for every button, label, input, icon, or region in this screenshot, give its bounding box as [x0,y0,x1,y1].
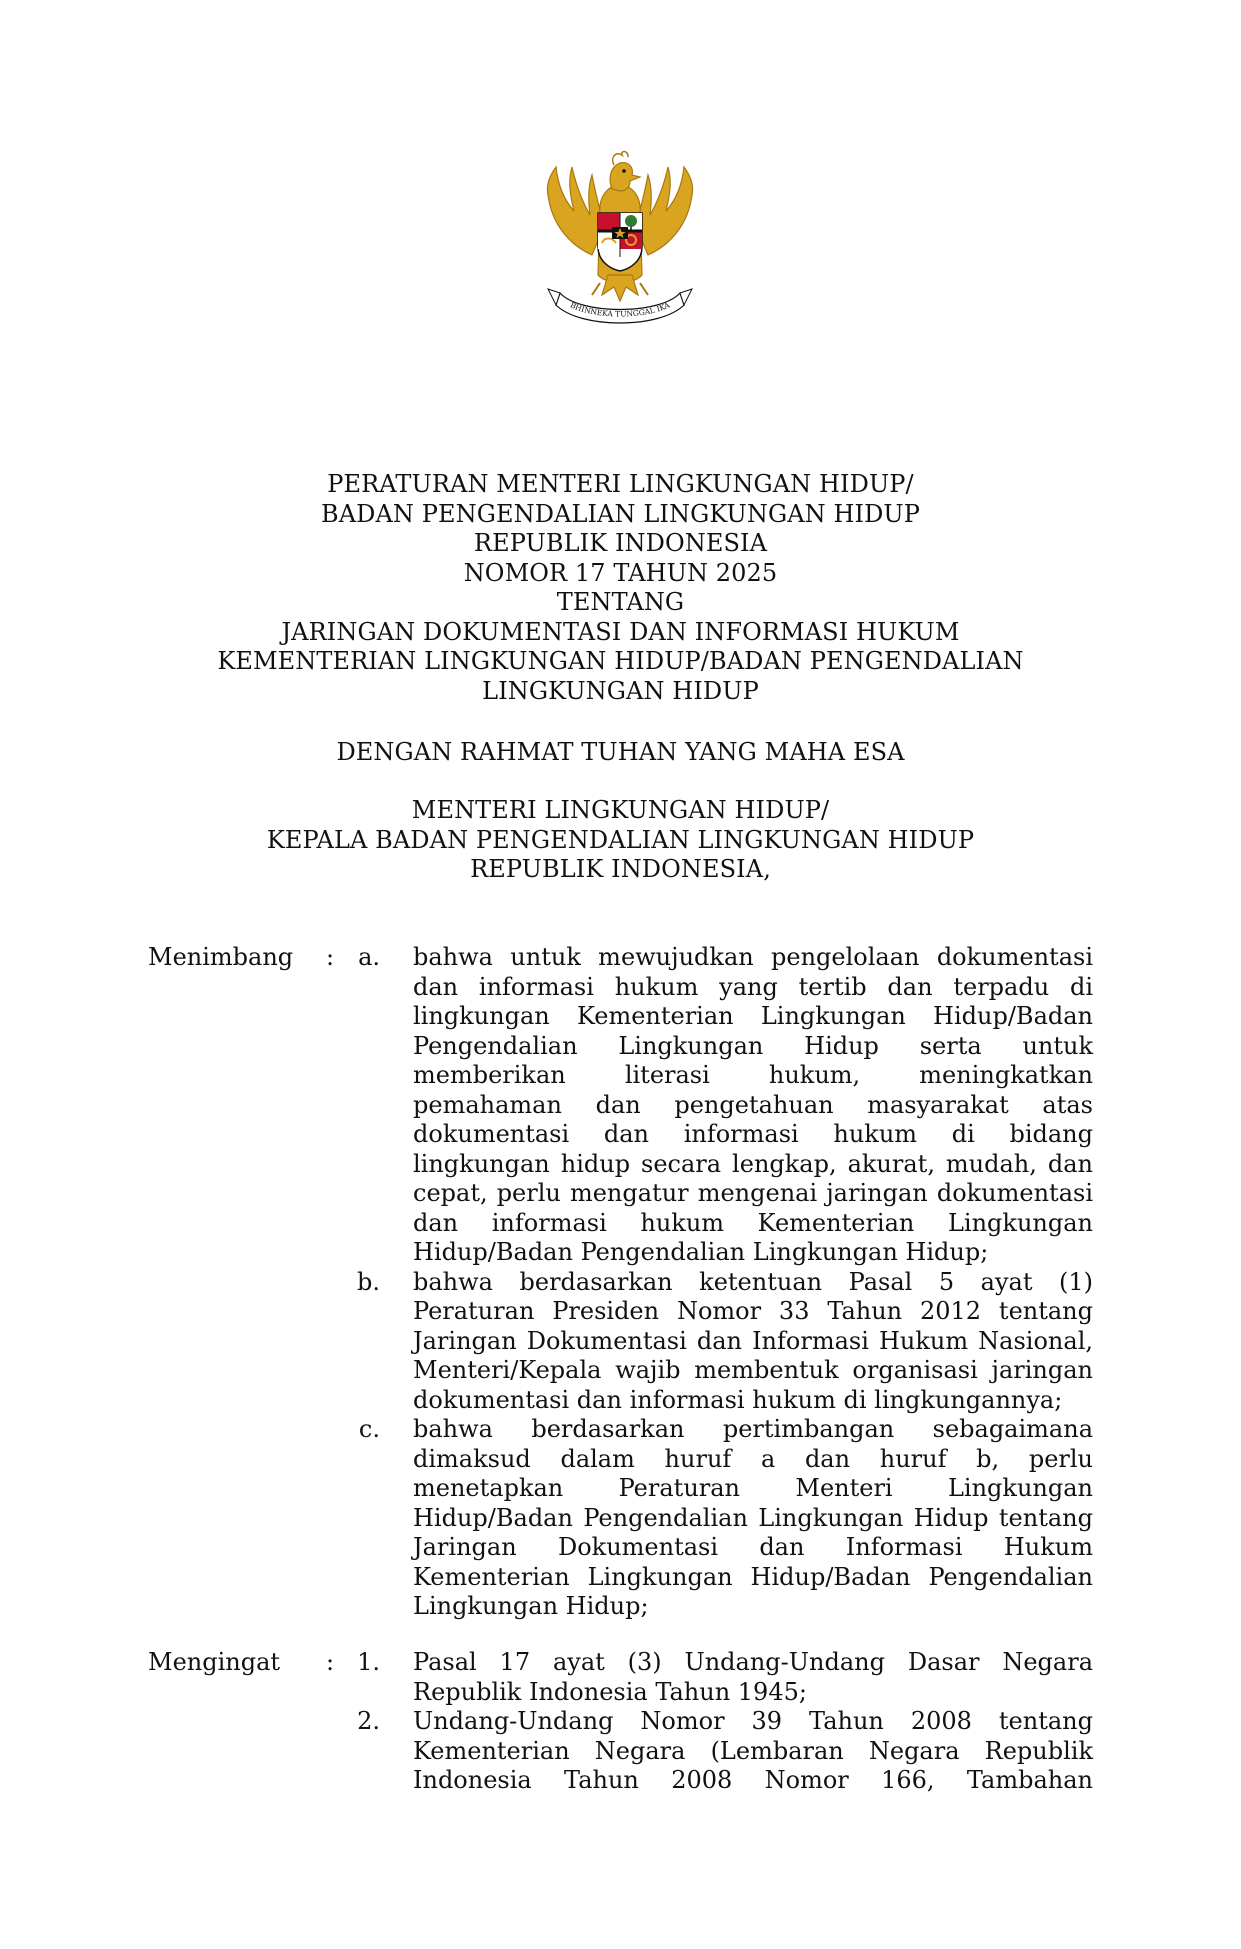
text-line: Undang-Undang Nomor 39 Tahun 2008 tentang [413,1707,1093,1735]
text-line: Pasal 17 ayat (3) Undang-Undang Dasar Negara [413,1648,1093,1676]
garuda-pancasila-emblem [530,145,710,335]
text-line: bahwa untuk mewujudkan pengelolaan dokumentasi [413,943,1093,971]
section-label: Mengingat [148,1648,281,1676]
ribbon-text: BHINNEKA TUNGGAL IKA [568,300,672,319]
invocation-line: DENGAN RAHMAT TUHAN YANG MAHA ESA [336,738,905,766]
title-line: KEMENTERIAN LINGKUNGAN HIDUP/BADAN PENGENDALIAN [217,647,1024,675]
authority-line: MENTERI LINGKUNGAN HIDUP/ [411,796,830,824]
text-line: dan informasi hukum yang tertib dan terpadu di [413,972,1093,1001]
text-line: Indonesia Tahun 2008 Nomor 166, Tambahan [413,1766,1093,1794]
section-colon: : [326,943,335,971]
text-line: pemahaman dan pengetahuan masyarakat atas [413,1090,1093,1119]
title-line: NOMOR 17 TAHUN 2025 [463,558,778,587]
item-marker: b. [357,1267,380,1296]
text-line: Jaringan Dokumentasi dan Informasi Hukum Nasional, [413,1326,1093,1355]
section-colon: : [326,1648,335,1676]
text-line: memberikan literasi hukum, meningkatkan [413,1061,1093,1089]
text-line: cepat, perlu mengatur mengenai jaringan dokumentasi [413,1179,1093,1207]
section-label: Menimbang [148,943,294,971]
authority [0,796,1241,885]
title-line: BADAN PENGENDALIAN LINGKUNGAN HIDUP [320,499,921,528]
text-line: menetapkan Peraturan Menteri Lingkungan [413,1474,1093,1502]
item-marker: a. [358,943,380,971]
text-line: Menteri/Kepala wajib membentuk organisasi jaringan [413,1356,1093,1384]
invocation [0,738,1241,768]
text-line: Hidup/Badan Pengendalian Lingkungan Hidup tentang [413,1503,1093,1532]
text-line: dan informasi hukum Kementerian Lingkungan [413,1208,1093,1237]
item-text [413,1707,1093,1796]
title-line: TENTANG [556,588,685,616]
text-line: Kementerian Lingkungan Hidup/Badan Pengendalian [413,1562,1093,1591]
item-text [413,943,1093,1268]
item-marker: 2. [357,1707,380,1735]
text-line: lingkungan Kementerian Lingkungan Hidup/Badan [413,1002,1093,1030]
authority-line: REPUBLIK INDONESIA, [470,855,771,883]
text-line: dimaksud dalam huruf a dan huruf b, perlu [413,1444,1093,1473]
item-marker: c. [358,1415,380,1443]
item-text [413,1415,1093,1622]
text-line: Peraturan Presiden Nomor 33 Tahun 2012 tentang [413,1297,1093,1325]
text-line: Kementerian Negara (Lembaran Negara Republik [413,1736,1093,1765]
regulation-title [0,470,1241,706]
text-line: dokumentasi dan informasi hukum di lingkungannya; [413,1385,1063,1414]
authority-line: KEPALA BADAN PENGENDALIAN LINGKUNGAN HIDUP [266,825,975,854]
text-line: lingkungan hidup secara lengkap, akurat, mudah, dan [413,1149,1093,1178]
text-line: Lingkungan Hidup; [413,1592,649,1620]
text-line: bahwa berdasarkan ketentuan Pasal 5 ayat (1) [413,1267,1093,1296]
title-line: PERATURAN MENTERI LINGKUNGAN HIDUP/ [327,470,914,498]
text-line: bahwa berdasarkan pertimbangan sebagaimana [413,1415,1093,1443]
title-line: LINGKUNGAN HIDUP [482,676,759,705]
text-line: Hidup/Badan Pengendalian Lingkungan Hidup; [413,1238,989,1266]
item-text [413,1268,1093,1416]
title-line: JARINGAN DOKUMENTASI DAN INFORMASI HUKUM [281,617,960,646]
item-text [413,1648,1093,1707]
text-line: Pengendalian Lingkungan Hidup serta untuk [413,1031,1093,1060]
text-line: Jaringan Dokumentasi dan Informasi Hukum [413,1533,1093,1561]
text-line: Republik Indonesia Tahun 1945; [413,1677,807,1706]
item-marker: 1. [357,1648,380,1676]
title-line: REPUBLIK INDONESIA [473,529,768,557]
text-line: dokumentasi dan informasi hukum di bidang [413,1120,1093,1148]
